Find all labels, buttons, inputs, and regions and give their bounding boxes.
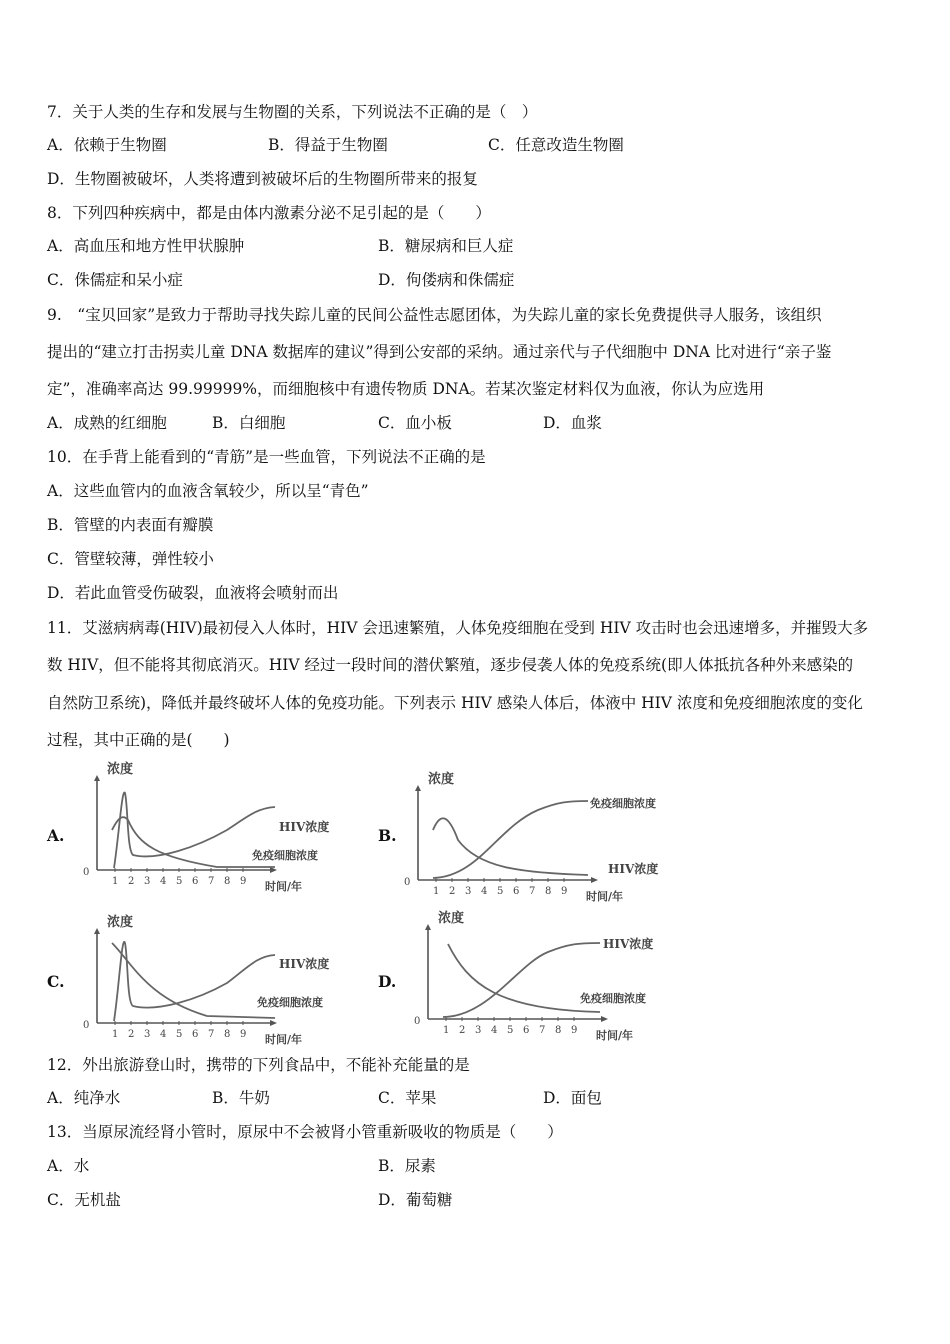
x-tick-label: 7 <box>208 876 215 887</box>
x-tick-label: 4 <box>481 886 488 897</box>
hiv-curve <box>114 942 275 1021</box>
immune-curve-label: 免疫细胞浓度 <box>590 797 656 810</box>
hiv-curve-label: HIV浓度 <box>608 862 659 876</box>
q8-option-a: A．高血压和地方性甲状腺肿 <box>47 237 245 255</box>
q13-option-d: D．葡萄糖 <box>378 1191 453 1209</box>
graph-canvas <box>82 762 382 900</box>
x-tick-label: 5 <box>176 876 183 887</box>
q11-option-d-label: D. <box>378 972 397 991</box>
origin-label: 0 <box>414 1016 421 1027</box>
q10-option-c: C．管壁较薄，弹性较小 <box>47 550 214 568</box>
q10-option-b: B．管壁的内表面有瓣膜 <box>47 516 214 534</box>
q7-option-a: A．依赖于生物圈 <box>47 136 167 154</box>
x-axis-label: 时间/年 <box>265 1033 303 1046</box>
x-tick-label: 2 <box>459 1025 466 1036</box>
x-axis-label: 时间/年 <box>596 1029 634 1042</box>
x-tick-label: 3 <box>465 886 472 897</box>
q11-line-3: 自然防卫系统)，降低并最终破坏人体的免疫功能。下列表示 HIV 感染人体后，体液中 HIV 浓度和免疫细胞浓度的变化 <box>47 694 863 712</box>
x-tick-label: 8 <box>224 876 231 887</box>
x-tick-label: 6 <box>192 876 199 887</box>
x-tick-label: 5 <box>176 1029 183 1040</box>
q8-stem: 8．下列四种疾病中，都是由体内激素分泌不足引起的是（ ） <box>47 204 491 222</box>
y-axis-label: 浓度 <box>438 911 465 926</box>
x-tick-label: 7 <box>539 1025 546 1036</box>
q13-option-b: B．尿素 <box>378 1157 436 1175</box>
q11-option-c-label: C. <box>47 972 65 991</box>
x-tick-label: 8 <box>224 1029 231 1040</box>
x-tick-label: 1 <box>433 886 440 897</box>
q9-line-3: 定”，准确率高达 99.99999%，而细胞核中有遗传物质 DNA。若某次鉴定材料仅为血液，你认为应选用 <box>47 380 765 398</box>
x-tick-label: 3 <box>144 1029 151 1040</box>
q12-stem: 12．外出旅游登山时，携带的下列食品中，不能补充能量的是 <box>47 1056 470 1074</box>
x-tick-label: 3 <box>144 876 151 887</box>
y-axis-arrow-icon <box>94 928 100 934</box>
q12-option-a: A．纯净水 <box>47 1089 121 1107</box>
x-tick-label: 7 <box>529 886 536 897</box>
y-axis-arrow-icon <box>94 775 100 781</box>
q8-option-c: C．侏儒症和呆小症 <box>47 271 183 289</box>
q10-option-a: A．这些血管内的血液含氧较少，所以呈“青色” <box>47 482 369 500</box>
immune-curve-label: 免疫细胞浓度 <box>580 992 646 1005</box>
x-tick-label: 3 <box>475 1025 482 1036</box>
x-tick-label: 9 <box>561 886 568 897</box>
x-axis-arrow-icon <box>591 877 598 883</box>
y-axis-arrow-icon <box>425 924 431 930</box>
q7-stem: 7．关于人类的生存和发展与生物圈的关系，下列说法不正确的是（ ） <box>47 103 538 121</box>
q9-option-b: B．白细胞 <box>212 414 286 432</box>
hiv-curve-label: HIV浓度 <box>603 937 654 951</box>
x-tick-label: 2 <box>128 1029 135 1040</box>
x-tick-label: 9 <box>240 876 247 887</box>
x-tick-label: 4 <box>491 1025 498 1036</box>
x-tick-label: 1 <box>112 876 119 887</box>
x-tick-label: 7 <box>208 1029 215 1040</box>
y-axis-label: 浓度 <box>107 915 134 930</box>
q12-option-d: D．面包 <box>543 1089 602 1107</box>
x-tick-label: 4 <box>160 1029 167 1040</box>
immune-cell-curve <box>433 801 588 878</box>
q8-option-d: D．佝偻病和侏儒症 <box>378 271 515 289</box>
q7-option-c: C．任意改造生物圈 <box>488 136 624 154</box>
immune-curve-label: 免疫细胞浓度 <box>257 996 323 1009</box>
q10-stem: 10．在手背上能看到的“青筋”是一些血管，下列说法不正确的是 <box>47 448 486 466</box>
x-tick-label: 6 <box>513 886 520 897</box>
y-axis-label: 浓度 <box>107 762 134 777</box>
x-tick-label: 2 <box>128 876 135 887</box>
x-tick-label: 6 <box>523 1025 530 1036</box>
immune-cell-curve <box>112 817 275 867</box>
x-tick-label: 5 <box>497 886 504 897</box>
x-tick-label: 4 <box>160 876 167 887</box>
x-tick-label: 8 <box>545 886 552 897</box>
x-axis-arrow-icon <box>270 1020 277 1026</box>
x-tick-label: 9 <box>571 1025 578 1036</box>
x-tick-label: 6 <box>192 1029 199 1040</box>
q13-stem: 13．当原尿流经肾小管时，原尿中不会被肾小管重新吸收的物质是（ ） <box>47 1123 563 1141</box>
hiv-curve <box>114 792 275 868</box>
q9-option-d: D．血浆 <box>543 414 602 432</box>
graph-canvas <box>413 911 713 1049</box>
q7-option-d: D．生物圈被破坏，人类将遭到被破坏后的生物圈所带来的报复 <box>47 170 478 188</box>
x-tick-label: 2 <box>449 886 456 897</box>
q9-line-2: 提出的“建立打击拐卖儿童 DNA 数据库的建议”得到公安部的采纳。通过亲代与子代细胞中 DNA 比对进行“亲子鉴 <box>47 343 832 361</box>
q9-option-a: A．成熟的红细胞 <box>47 414 167 432</box>
q13-option-c: C．无机盐 <box>47 1191 121 1209</box>
q12-option-c: C．苹果 <box>378 1089 437 1107</box>
graph-body <box>83 761 329 893</box>
q8-option-b: B．糖尿病和巨人症 <box>378 237 514 255</box>
y-axis-label: 浓度 <box>428 772 455 787</box>
hiv-curve <box>433 818 588 875</box>
hiv-graph-b <box>403 772 703 910</box>
hiv-graph-a <box>82 762 382 900</box>
immune-cell-curve <box>448 944 600 1012</box>
y-axis-arrow-icon <box>415 785 421 791</box>
origin-label: 0 <box>83 1020 90 1031</box>
immune-curve-label: 免疫细胞浓度 <box>252 849 318 862</box>
graph-canvas <box>403 772 703 910</box>
q11-option-b-label: B. <box>378 826 397 845</box>
q11-option-a-label: A. <box>47 826 65 845</box>
origin-label: 0 <box>404 877 411 888</box>
q10-option-d: D．若此血管受伤破裂，血液将会喷射而出 <box>47 584 339 602</box>
x-tick-label: 1 <box>443 1025 450 1036</box>
x-tick-label: 5 <box>507 1025 514 1036</box>
q12-option-b: B．牛奶 <box>212 1089 270 1107</box>
x-axis-label: 时间/年 <box>265 880 303 893</box>
graph-body <box>83 914 329 1046</box>
q7-option-b: B．得益于生物圈 <box>268 136 388 154</box>
q11-line-1: 11．艾滋病病毒(HIV)最初侵入人体时，HIV 会迅速繁殖，人体免疫细胞在受到 HIV 攻击时也会迅速增多，并摧毁大多 <box>47 619 869 637</box>
hiv-curve-label: HIV浓度 <box>279 820 330 834</box>
graph-body <box>414 910 653 1042</box>
x-tick-label: 8 <box>555 1025 562 1036</box>
x-axis-arrow-icon <box>601 1016 608 1022</box>
x-tick-label: 9 <box>240 1029 247 1040</box>
hiv-curve <box>443 943 600 1017</box>
q11-line-2: 数 HIV，但不能将其彻底消灭。HIV 经过一段时间的潜伏繁殖，逐步侵袭人体的免疫系统(即人体抵抗各种外来感染的 <box>47 656 854 674</box>
q11-line-4: 过程，其中正确的是( ) <box>47 731 230 749</box>
x-axis-label: 时间/年 <box>586 890 624 903</box>
q9-line-1: 9. “宝贝回家”是致力于帮助寻找失踪儿童的民间公益性志愿团体，为失踪儿童的家长免费提供寻人服务，该组织 <box>47 306 822 324</box>
q13-option-a: A．水 <box>47 1157 90 1175</box>
graph-body <box>404 771 658 903</box>
hiv-graph-c <box>82 915 382 1053</box>
origin-label: 0 <box>83 867 90 878</box>
graph-canvas <box>82 915 382 1053</box>
x-tick-label: 1 <box>112 1029 119 1040</box>
x-axis-arrow-icon <box>270 867 277 873</box>
q9-option-c: C．血小板 <box>378 414 452 432</box>
hiv-graph-d <box>413 911 713 1049</box>
hiv-curve-label: HIV浓度 <box>279 957 330 971</box>
